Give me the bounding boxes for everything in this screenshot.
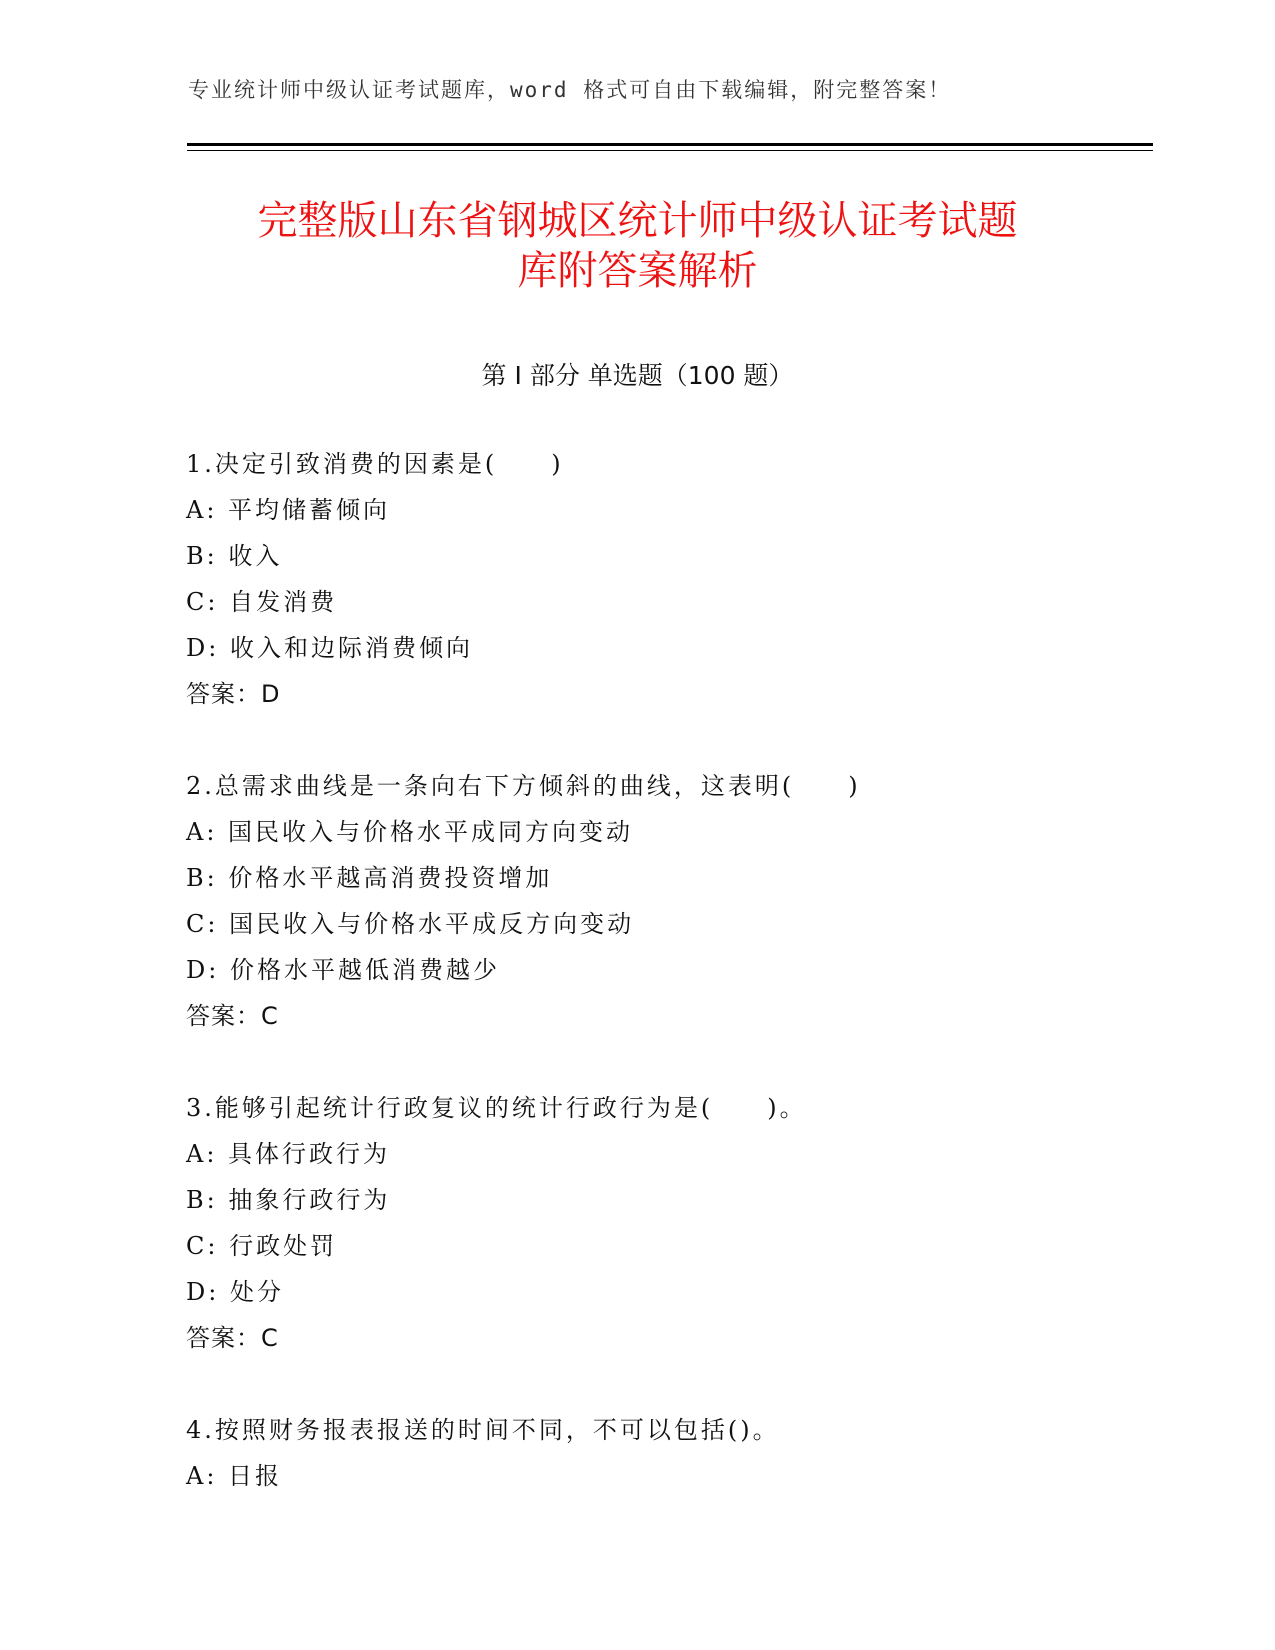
question-list	[186, 441, 1146, 1545]
option-b: B: 收入	[186, 542, 283, 570]
question-stem: 4.按照财务报表报送的时间不同，不可以包括()。	[186, 1416, 780, 1444]
question-2	[186, 763, 1146, 1039]
section-title: 第 I 部分 单选题（100 题）	[481, 361, 794, 390]
option-a: A: 平均储蓄倾向	[186, 496, 391, 524]
option-a: A: 国民收入与价格水平成同方向变动	[186, 818, 634, 846]
option-c: C: 行政处罚	[186, 1232, 338, 1260]
answer: 答案：D	[186, 680, 281, 708]
question-stem: 2.总需求曲线是一条向右下方倾斜的曲线，这表明( )	[186, 772, 861, 800]
header-rule-thick	[187, 143, 1153, 146]
option-c: C: 国民收入与价格水平成反方向变动	[186, 910, 635, 938]
header-rule-thin	[187, 150, 1153, 151]
document-title	[150, 196, 1125, 296]
document-title-line-2: 库附答案解析	[517, 248, 758, 294]
option-a: A: 日报	[186, 1462, 283, 1490]
option-c: C: 自发消费	[186, 588, 338, 616]
question-4	[186, 1407, 1146, 1499]
option-d: D: 处分	[186, 1278, 284, 1306]
option-a: A: 具体行政行为	[186, 1140, 391, 1168]
document-title-line-1: 完整版山东省钢城区统计师中级认证考试题	[257, 198, 1018, 244]
question-stem: 1.决定引致消费的因素是( )	[186, 450, 564, 478]
question-3	[186, 1085, 1146, 1361]
option-b: B: 价格水平越高消费投资增加	[186, 864, 553, 892]
question-stem: 3.能够引起统计行政复议的统计行政行为是( )。	[186, 1094, 807, 1122]
question-1	[186, 441, 1146, 717]
answer: 答案：C	[186, 1324, 279, 1352]
answer: 答案：C	[186, 1002, 279, 1030]
option-d: D: 收入和边际消费倾向	[186, 634, 473, 662]
header-note: 专业统计师中级认证考试题库，word 格式可自由下载编辑，附完整答案！	[188, 78, 952, 102]
option-b: B: 抽象行政行为	[186, 1186, 391, 1214]
option-d: D: 价格水平越低消费越少	[186, 956, 500, 984]
